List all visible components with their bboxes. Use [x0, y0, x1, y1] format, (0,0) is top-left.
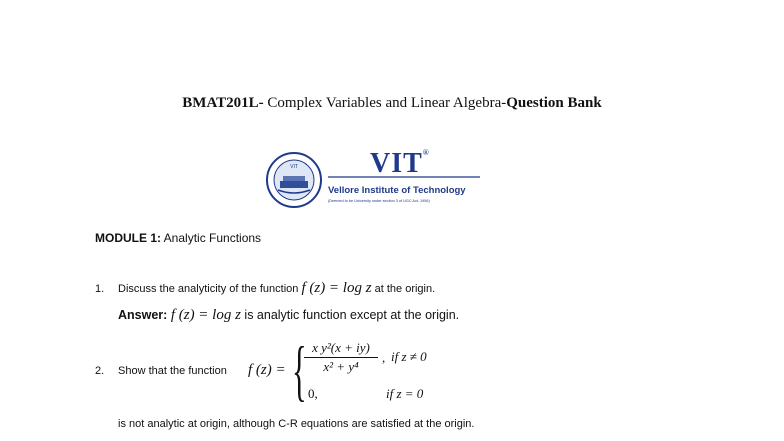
question-2: [95, 365, 227, 377]
case-1-condition: if z ≠ 0: [391, 349, 427, 364]
case-2-condition: if z = 0: [386, 386, 424, 401]
question-1-suffix: at the origin.: [374, 283, 436, 295]
course-code: BMAT201L-: [182, 95, 264, 111]
answer-1: [118, 307, 459, 324]
seal-text: VIT: [290, 164, 298, 170]
module-name: Analytic Functions: [163, 231, 262, 245]
fraction: [304, 340, 378, 375]
registered-mark: ®: [422, 148, 430, 157]
question-1-number: 1.: [95, 283, 105, 295]
question-2-number: 2.: [95, 365, 105, 377]
answer-label: Answer:: [118, 308, 168, 322]
question-2-text: Show that the function: [118, 365, 227, 377]
page-title: [0, 95, 784, 112]
vit-logo: [266, 148, 484, 212]
module-heading: [95, 231, 261, 245]
fraction-numerator: x y²(x + iy): [304, 340, 378, 358]
institute-name: Vellore Institute of Technology: [328, 185, 466, 196]
answer-formula: f (z) = log z: [170, 307, 241, 323]
left-brace: {: [292, 332, 307, 408]
vit-wordmark: VIT: [370, 148, 423, 179]
piecewise-lhs: f (z) =: [248, 362, 286, 378]
institute-tagline: (Deemed to be University under section 3 of UGC Act, 1956): [328, 199, 430, 203]
case-1-comma: ,: [382, 350, 386, 365]
question-1: [95, 280, 435, 297]
case-2-value: 0,: [308, 386, 318, 401]
question-bank-label: Question Bank: [506, 95, 602, 111]
module-label: MODULE 1:: [95, 231, 161, 245]
fraction-denominator: x² + y⁴: [323, 359, 359, 374]
question-2-continuation: is not analytic at origin, although C-R equations are satisfied at the origin.: [118, 418, 475, 430]
question-1-formula: f (z) = log z: [301, 280, 372, 296]
answer-text: is analytic function except at the origin.: [244, 308, 460, 322]
question-1-text: Discuss the analyticity of the function: [118, 283, 299, 295]
course-name: Complex Variables and Linear Algebra-: [263, 95, 507, 111]
